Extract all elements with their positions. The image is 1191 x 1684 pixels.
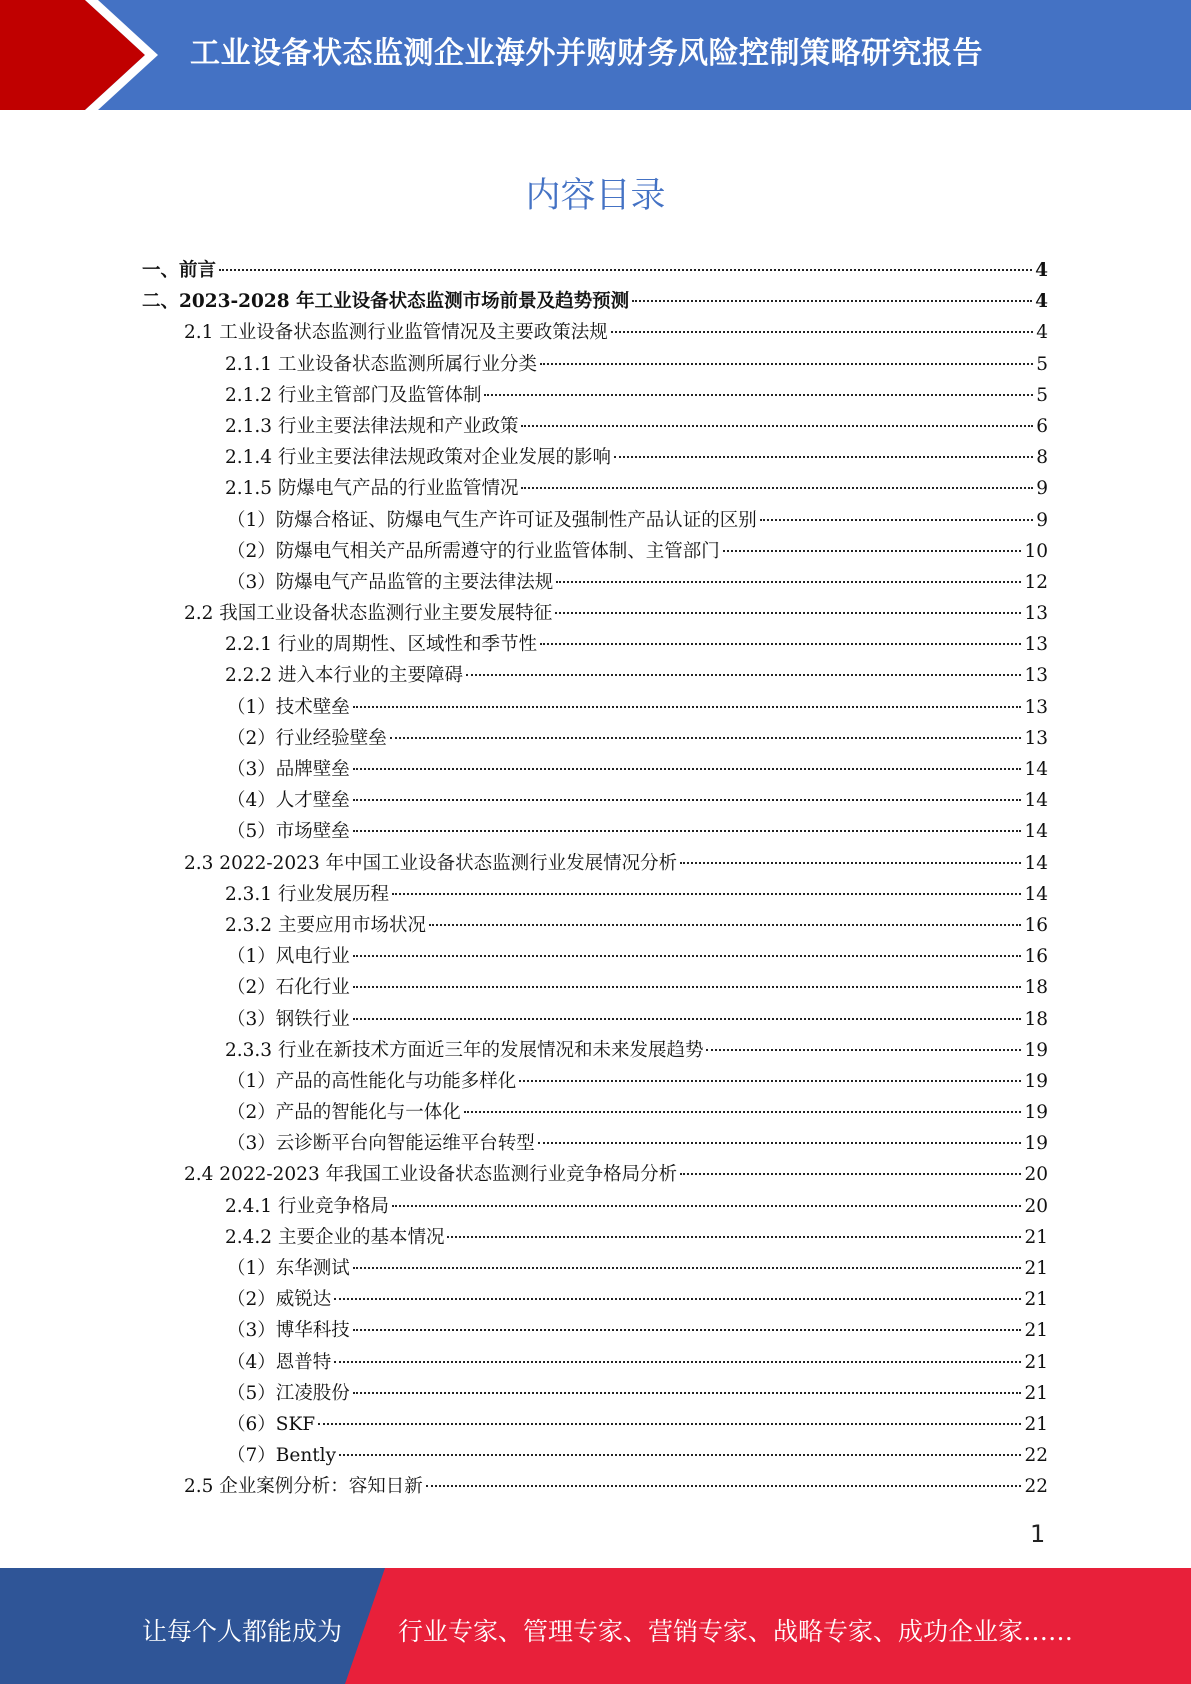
toc-entry-label: 2.1.4 行业主要法律法规政策对企业发展的影响 — [225, 447, 611, 469]
toc-leader-dots — [353, 986, 1022, 988]
toc-entry-page: 21 — [1024, 1289, 1048, 1311]
toc-entry-page: 14 — [1024, 759, 1048, 780]
toc-leader-dots — [353, 799, 1022, 801]
toc-entry-page: 21 — [1024, 1382, 1048, 1404]
toc-entry[interactable] — [142, 1191, 1048, 1222]
toc-entry-label: （2）石化行业 — [227, 977, 350, 999]
toc-leader-dots — [353, 955, 1022, 957]
toc-leader-dots — [353, 1329, 1022, 1331]
toc-leader-dots — [334, 1298, 1021, 1300]
toc-entry-label: （3）博华科技 — [227, 1320, 350, 1342]
footer-banner — [0, 1568, 1191, 1684]
toc-entry-label: （4）人才壁垒 — [227, 790, 350, 812]
toc-entry[interactable] — [142, 505, 1048, 536]
toc-entry-page: 21 — [1024, 1413, 1048, 1435]
toc-entry[interactable] — [142, 941, 1048, 972]
toc-entry-label: （7）Bently — [227, 1445, 337, 1467]
toc-entry-page: 5 — [1036, 353, 1048, 375]
toc-entry-page: 13 — [1024, 696, 1048, 718]
toc-entry-label: 2.5 企业案例分析：容知日新 — [184, 1476, 423, 1498]
toc-entry-label: 2.1.2 行业主管部门及监管体制 — [225, 384, 482, 406]
footer-slogan-left: 让每个人都能成为 — [142, 1617, 343, 1646]
toc-leader-dots — [538, 1142, 1022, 1144]
toc-entry[interactable] — [142, 411, 1048, 442]
toc-leader-dots — [392, 1205, 1021, 1207]
table-of-contents — [142, 255, 1048, 1503]
toc-entry-label: （3）品牌壁垒 — [227, 759, 350, 780]
toc-leader-dots — [353, 768, 1022, 770]
toc-entry-label: 2.4.1 行业竞争格局 — [225, 1195, 389, 1217]
toc-entry-page: 18 — [1024, 1008, 1048, 1030]
toc-entry-page: 16 — [1024, 946, 1048, 968]
toc-entry[interactable] — [142, 723, 1048, 754]
toc-entry[interactable] — [142, 1284, 1048, 1315]
toc-entry-page: 14 — [1024, 821, 1048, 843]
toc-leader-dots — [353, 1392, 1022, 1394]
toc-leader-dots — [556, 581, 1021, 583]
toc-entry-page: 21 — [1024, 1351, 1048, 1373]
toc-entry[interactable] — [142, 879, 1048, 910]
toc-entry[interactable] — [142, 1128, 1048, 1159]
toc-entry-page: 5 — [1036, 384, 1048, 406]
toc-entry-label: 2.4.2 主要企业的基本情况 — [225, 1226, 445, 1248]
toc-entry[interactable] — [142, 692, 1048, 723]
toc-entry-page: 9 — [1036, 509, 1048, 531]
toc-entry-label: 2.1 工业设备状态监测行业监管情况及主要政策法规 — [184, 322, 608, 344]
toc-entry[interactable] — [142, 1035, 1048, 1066]
toc-entry-page: 13 — [1024, 665, 1048, 687]
toc-entry-label: 二、2023-2028 年工业设备状态监测市场前景及趋势预测 — [142, 291, 630, 313]
toc-entry[interactable] — [142, 972, 1048, 1003]
toc-entry[interactable] — [142, 598, 1048, 629]
toc-entry[interactable] — [142, 317, 1048, 348]
report-title: 工业设备状态监测企业海外并购财务风险控制策略研究报告 — [190, 36, 983, 71]
toc-entry-label: （2）行业经验壁垒 — [227, 727, 387, 749]
toc-entry-page: 19 — [1024, 1070, 1048, 1092]
toc-entry-page: 20 — [1024, 1195, 1048, 1217]
toc-entry-page: 22 — [1024, 1445, 1048, 1467]
toc-entry-label: （1）风电行业 — [227, 946, 350, 968]
toc-entry-page: 13 — [1024, 634, 1048, 656]
toc-leader-dots — [555, 612, 1021, 614]
toc-entry[interactable] — [142, 536, 1048, 567]
toc-entry-page: 14 — [1024, 883, 1048, 905]
header-banner — [0, 0, 1191, 110]
toc-leader-dots — [339, 1454, 1021, 1456]
toc-entry-label: 2.1.5 防爆电气产品的行业监管情况 — [225, 478, 519, 500]
toc-leader-dots — [760, 519, 1033, 521]
toc-leader-dots — [429, 924, 1021, 926]
toc-entry[interactable] — [142, 816, 1048, 847]
toc-entry[interactable] — [142, 349, 1048, 380]
toc-entry-label: （5）江凌股份 — [227, 1382, 350, 1404]
toc-leader-dots — [521, 487, 1033, 489]
toc-entry[interactable] — [142, 848, 1048, 879]
toc-leader-dots — [390, 737, 1022, 739]
toc-leader-dots — [219, 269, 1032, 271]
toc-entry[interactable] — [142, 1159, 1048, 1190]
toc-entry-page: 19 — [1024, 1133, 1048, 1155]
toc-entry[interactable] — [142, 1315, 1048, 1346]
toc-entry[interactable] — [142, 754, 1048, 785]
toc-entry[interactable] — [142, 1097, 1048, 1128]
toc-leader-dots — [318, 1423, 1021, 1425]
toc-entry-label: 2.2.2 进入本行业的主要障碍 — [225, 665, 463, 687]
toc-entry[interactable] — [142, 255, 1048, 286]
toc-entry-label: 2.3.2 主要应用市场状况 — [225, 914, 426, 936]
toc-entry-label: 2.3.1 行业发展历程 — [225, 883, 389, 905]
toc-leader-dots — [353, 706, 1022, 708]
toc-entry-label: （2）威锐达 — [227, 1289, 332, 1311]
toc-leader-dots — [447, 1236, 1021, 1238]
toc-entry-label: 2.1.3 行业主要法律法规和产业政策 — [225, 415, 519, 437]
toc-entry-page: 8 — [1036, 447, 1048, 469]
toc-entry[interactable] — [142, 910, 1048, 941]
toc-entry-page: 14 — [1024, 852, 1048, 874]
toc-entry-page: 20 — [1024, 1164, 1048, 1186]
toc-entry[interactable] — [142, 1471, 1048, 1502]
toc-leader-dots — [723, 550, 1022, 552]
toc-leader-dots — [680, 1173, 1021, 1175]
toc-entry-label: 2.4 2022-2023 年我国工业设备状态监测行业竞争格局分析 — [184, 1164, 678, 1186]
toc-leader-dots — [334, 1361, 1021, 1363]
toc-entry-label: （3）钢铁行业 — [227, 1008, 350, 1030]
toc-entry-page: 22 — [1024, 1476, 1048, 1498]
toc-entry-page: 4 — [1036, 322, 1048, 344]
toc-entry[interactable] — [142, 286, 1048, 317]
toc-leader-dots — [706, 1049, 1021, 1051]
toc-entry-label: （4）恩普特 — [227, 1351, 332, 1373]
toc-entry-label: （1）东华测试 — [227, 1258, 350, 1279]
toc-entry[interactable] — [142, 1409, 1048, 1440]
toc-entry-label: 2.3.3 行业在新技术方面近三年的发展情况和未来发展趋势 — [225, 1039, 704, 1061]
toc-entry-page: 21 — [1024, 1320, 1048, 1342]
toc-entry-page: 13 — [1024, 727, 1048, 749]
toc-entry[interactable] — [142, 660, 1048, 691]
toc-entry-label: （3）云诊断平台向智能运维平台转型 — [227, 1133, 535, 1155]
toc-entry-label: （1）防爆合格证、防爆电气生产许可证及强制性产品认证的区别 — [227, 509, 757, 531]
toc-leader-dots — [611, 331, 1033, 333]
toc-entry-page: 18 — [1024, 977, 1048, 999]
page-number: 1 — [1030, 1520, 1046, 1548]
toc-entry-page: 4 — [1035, 260, 1048, 281]
toc-entry-page: 9 — [1036, 478, 1048, 500]
toc-entry-page: 12 — [1024, 571, 1048, 593]
toc-entry[interactable] — [142, 1253, 1048, 1284]
toc-leader-dots — [521, 425, 1033, 427]
toc-entry-label: （6）SKF — [227, 1413, 316, 1435]
toc-entry-label: （2）产品的智能化与一体化 — [227, 1102, 461, 1124]
toc-entry-label: 2.3 2022-2023 年中国工业设备状态监测行业发展情况分析 — [184, 852, 678, 874]
toc-entry[interactable] — [142, 1004, 1048, 1035]
toc-entry-label: （2）防爆电气相关产品所需遵守的行业监管体制、主管部门 — [227, 540, 720, 562]
toc-leader-dots — [426, 1485, 1022, 1487]
toc-entry-label: （5）市场壁垒 — [227, 821, 350, 843]
toc-entry[interactable] — [142, 473, 1048, 504]
toc-leader-dots — [466, 674, 1021, 676]
toc-entry[interactable] — [142, 1066, 1048, 1097]
toc-entry-label: （3）防爆电气产品监管的主要法律法规 — [227, 571, 554, 593]
toc-entry[interactable] — [142, 442, 1048, 473]
toc-entry-label: 2.1.1 工业设备状态监测所属行业分类 — [225, 353, 537, 375]
toc-entry-page: 21 — [1024, 1258, 1048, 1279]
toc-entry-page: 19 — [1024, 1102, 1048, 1124]
toc-entry-label: （1）产品的高性能化与功能多样化 — [227, 1070, 517, 1092]
toc-heading: 内容目录 — [525, 176, 666, 216]
toc-leader-dots — [540, 363, 1033, 365]
toc-entry[interactable] — [142, 1222, 1048, 1253]
toc-entry[interactable] — [142, 1347, 1048, 1378]
toc-leader-dots — [392, 893, 1021, 895]
toc-entry-page: 21 — [1024, 1226, 1048, 1248]
toc-entry-label: 2.2 我国工业设备状态监测行业主要发展特征 — [184, 603, 553, 625]
toc-leader-dots — [680, 862, 1021, 864]
toc-entry[interactable] — [142, 1440, 1048, 1471]
toc-entry-page: 13 — [1024, 603, 1048, 625]
footer-slogan-right: 行业专家、管理专家、营销专家、战略专家、成功企业家…… — [398, 1617, 1074, 1646]
toc-entry-page: 16 — [1024, 914, 1048, 936]
toc-leader-dots — [632, 300, 1032, 302]
toc-leader-dots — [519, 1080, 1021, 1082]
toc-entry-page: 4 — [1035, 291, 1048, 313]
toc-entry[interactable] — [142, 785, 1048, 816]
toc-leader-dots — [353, 1018, 1022, 1020]
toc-leader-dots — [614, 456, 1033, 458]
toc-entry[interactable] — [142, 380, 1048, 411]
toc-leader-dots — [353, 1267, 1022, 1269]
toc-entry-page: 14 — [1024, 790, 1048, 812]
toc-entry-page: 10 — [1024, 540, 1048, 562]
toc-entry-label: 一、前言 — [142, 260, 217, 281]
toc-entry-label: （1）技术壁垒 — [227, 696, 350, 718]
toc-entry-page: 19 — [1024, 1039, 1048, 1061]
toc-entry[interactable] — [142, 567, 1048, 598]
toc-leader-dots — [353, 830, 1022, 832]
toc-leader-dots — [540, 643, 1021, 645]
toc-leader-dots — [464, 1111, 1022, 1113]
toc-entry[interactable] — [142, 1378, 1048, 1409]
toc-leader-dots — [484, 394, 1033, 396]
toc-entry-label: 2.2.1 行业的周期性、区域性和季节性 — [225, 634, 537, 656]
toc-entry-page: 6 — [1036, 415, 1048, 437]
toc-entry[interactable] — [142, 629, 1048, 660]
